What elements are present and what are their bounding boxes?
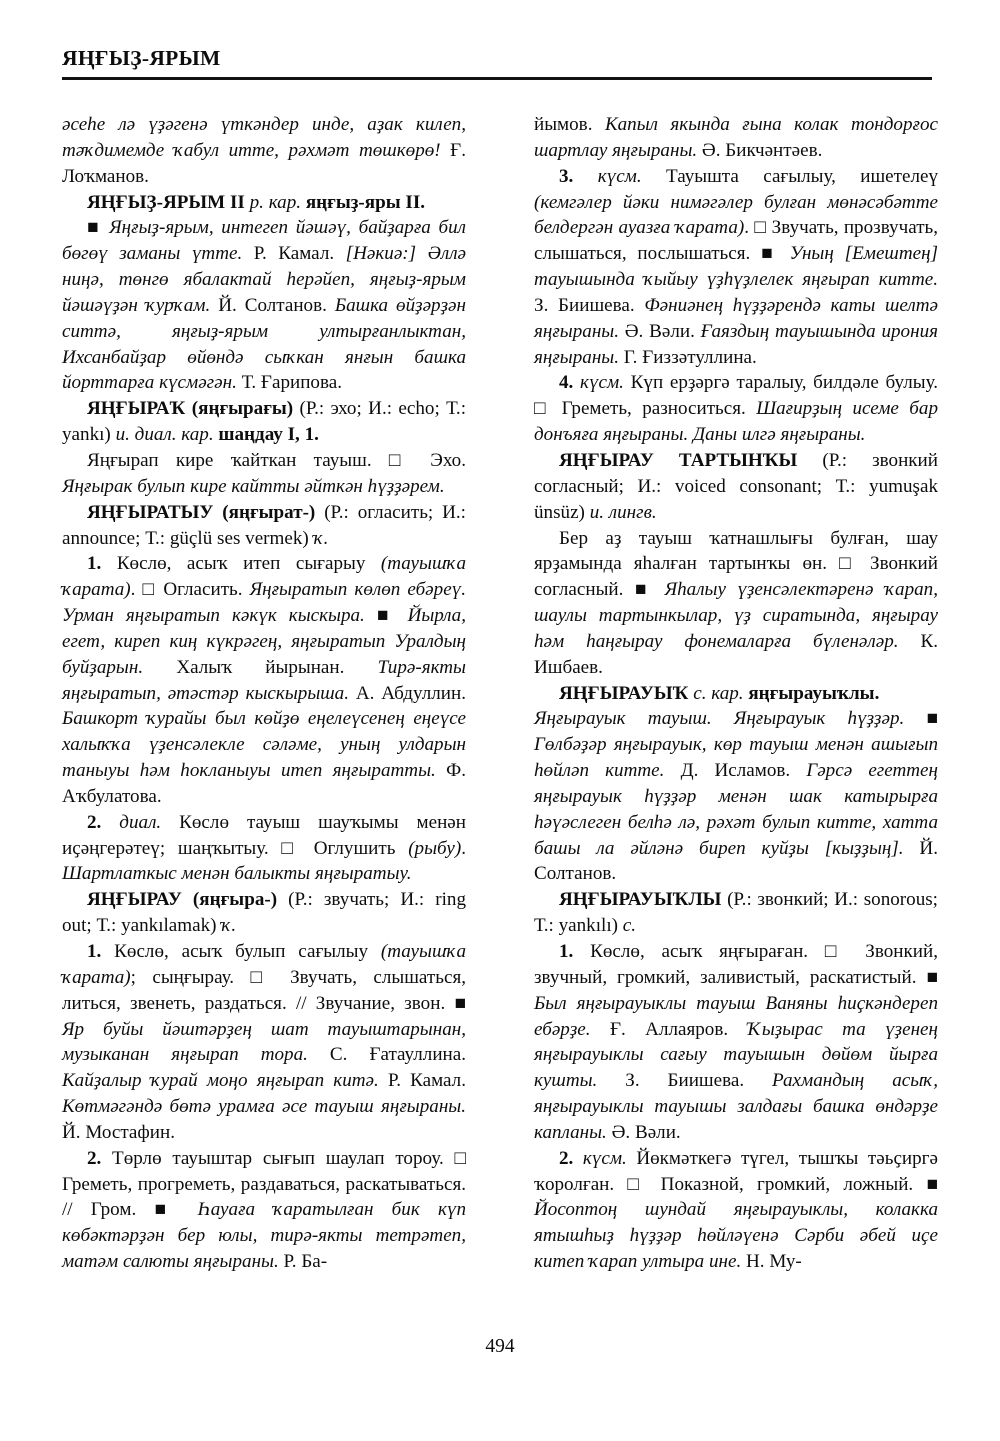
headword-run: ЯҢҒЫҘ-ЯРЫМ II	[87, 191, 245, 213]
italic-run: Ғаяздың тауышында ирония яңғыраны.	[534, 320, 938, 368]
dict-sense	[534, 370, 938, 448]
headword-run: шаңдау I, 1.	[213, 424, 319, 446]
italic-run: ҡ.	[313, 527, 329, 549]
text-run: (Р.: звонкий согласный; И.: voiced consonant; Т.: yumuşak ünsüz)	[534, 449, 938, 523]
italic-run: Яһалыу үҙенсәлектәренә ҡарап, шаулы тартынкылар, үҙ сиратында, яңғырау һәм һаңғырау фонемаларға бүленәләр.	[534, 579, 938, 652]
italic-run: Йырла, егет, киреп киң күкрәгең, яңғыратып Уралдың буйҙарын.	[62, 605, 466, 678]
dict-sense	[62, 939, 466, 1146]
text-run: .	[744, 217, 755, 239]
text-run: Бер аҙ тауыш ҡатнашлығы булған, шау ярҙамында яһалған тартынҡы өн.	[534, 527, 938, 575]
dict-sense	[62, 1146, 466, 1275]
italic-run: Яңғыҙ-ярым, интегеп йәшәү, байҙарға бил бөгөү заманы үтте.	[62, 217, 466, 265]
italic-run: Рахмандың асыҡ, яңғырауыклы тауышы залдағы башка өндәрҙе капланы.	[534, 1070, 938, 1143]
text-run: Көслө, асыҡ яңғыраған.	[573, 941, 825, 962]
italic-run: Көтмәгәндә бөтә урамға әсе тауыш яңғыраны.	[62, 1096, 466, 1118]
headword-run: ЯҢҒЫРАУ (яңғыра-)	[87, 889, 278, 911]
dict-continuation	[62, 112, 466, 190]
italic-run: Гөлбәҙәр яңғырауык, көр тауыш менән ашығып һөйләп китте.	[534, 734, 938, 782]
dict-entry	[62, 396, 466, 448]
text-run: Оглушить	[300, 837, 409, 859]
text-run: Греметь, разноситься.	[551, 398, 757, 420]
italic-run: и. диал. кар.	[115, 424, 214, 446]
dict-sense	[534, 706, 938, 887]
italic-run: Шартлаткыс менән балыкты яңғыратыу.	[62, 863, 412, 885]
text-run: Д. Исламов.	[664, 760, 807, 782]
text-run: Көслө, асыҡ булып сағылыу	[101, 941, 381, 962]
italic-run: Был яңғырауыклы тауыш Ваняны һиҫкәндереп ебәрҙе.	[534, 992, 938, 1040]
italic-run: с.	[622, 915, 637, 937]
italic-run: Яңғыратып көлөп ебәреү. Урман яңғыратып кәкүк кыскыра.	[62, 579, 466, 627]
headword-run: 2.	[559, 1147, 574, 1169]
italic-run: Капыл якында ғына колак тондорғос шартлау яңғыраны.	[534, 114, 938, 161]
text-run: Звонкий, звучный, громкий, заливистый, раскатистый.	[534, 941, 938, 988]
italic-run: Яңғырак булып кире кайтты әйткән һүҙҙәрем.	[62, 475, 445, 497]
text-run: К. Ишбаев.	[534, 630, 938, 678]
headword-run: 1.	[87, 941, 102, 962]
filled-square-marker-icon: ■	[634, 579, 654, 601]
text-run: (Р.: эхо; И.: echo; Т.: yankı)	[62, 398, 467, 446]
open-square-marker-icon: □	[627, 1173, 648, 1195]
open-square-marker-icon: □	[454, 1147, 466, 1169]
headword-run: 1.	[87, 553, 102, 575]
filled-square-marker-icon: ■	[154, 1199, 180, 1221]
text-run: Ә. Вәли.	[619, 320, 701, 342]
filled-square-marker-icon: ■	[364, 605, 396, 627]
dict-entry	[62, 500, 466, 552]
text-run: Көслө тауыш шауҡымы менән иҫәңгерәтеү; шаңҡытыу.	[62, 811, 467, 859]
filled-square-marker-icon: ■	[904, 708, 938, 730]
headword-run: 2.	[87, 1147, 102, 1169]
text-run: (Р.: звучать; И.: ring out; Т.: yankılamak)	[62, 889, 466, 937]
open-square-marker-icon: □	[839, 553, 858, 575]
column-container	[62, 112, 938, 1312]
italic-run: Һауаға ҡаратылған бик күп көбәктәрҙән бер юлы, тирә-якты тетрәтеп, матәм салюты яңғыраны.	[62, 1199, 466, 1273]
dict-entry	[534, 681, 938, 707]
text-run: Р. Камал.	[242, 243, 346, 265]
text-run: йымов.	[534, 114, 605, 135]
italic-run: (тауышҡа ҡарата)	[62, 941, 466, 988]
italic-run: и. лингв.	[589, 501, 657, 523]
text-run: Тауышта сағылыу, ишетелеү	[641, 165, 939, 187]
text-run: Халыҡ йырынан.	[143, 656, 378, 678]
text-run: Показной, громкий, ложный.	[647, 1173, 927, 1195]
running-head	[62, 48, 932, 80]
italic-run: р. кар.	[244, 191, 302, 213]
dict-sense	[534, 526, 938, 681]
text-run: З. Биишева.	[534, 294, 645, 316]
italic-run: Яңғырауык тауыш. Яңғырауык һүҙҙәр.	[534, 708, 905, 730]
filled-square-marker-icon: ■	[454, 992, 466, 1014]
italic-run: Башка өйҙәрҙән ситтә, яңғыҙ-ярым ултырғанлыктан, Ихсанбайҙар өйөндә сыҡкан янғын башка йорттарға күсмәгән.	[62, 294, 466, 394]
text-run: Төрлө тауыштар сығып шаулап тороу.	[101, 1147, 455, 1169]
text-run: ; сыңғырау.	[130, 966, 251, 988]
open-square-marker-icon: □	[281, 837, 301, 859]
text-run: С. Ғатауллина.	[307, 1044, 467, 1066]
headword-run: ЯҢҒЫРАТЫУ (яңғырат-)	[87, 501, 316, 523]
dict-sense	[534, 939, 938, 1146]
open-square-marker-icon: □	[754, 217, 767, 239]
italic-run: Йосоптоң шундай яңғырауыклы, колакка ятышһыҙ һүҙҙәр һөйләүенә Сәрби әбей иҫе китеп ҡарап ултыра ине.	[534, 1199, 938, 1273]
headword-run: 2.	[87, 811, 102, 833]
text-run: Ә. Вәли.	[606, 1121, 681, 1143]
dict-sense	[62, 448, 466, 500]
open-square-marker-icon: □	[142, 579, 157, 601]
text-run: Ғ. Лоҡманов.	[62, 139, 466, 187]
text-run: Ф. Аҡбулатова.	[62, 760, 466, 807]
running-head-title: ЯҢҒЫҘ-ЯРЫМ	[62, 46, 221, 70]
text-run: З. Биишева.	[597, 1070, 773, 1092]
italic-run: күсм.	[573, 1147, 627, 1169]
italic-run: (тауышҡа ҡарата)	[62, 553, 466, 601]
text-run: Й. Солтанов.	[534, 837, 938, 885]
italic-run: Шағирҙың исеме бар донъяға яңғыраны. Даны илгә яңғыраны.	[534, 398, 938, 446]
text-run: Эхо.	[412, 449, 466, 471]
text-run: Яңғырап кире ҡайткан тауыш.	[87, 449, 389, 471]
italic-run: күсм.	[573, 372, 624, 394]
dict-entry	[534, 448, 938, 526]
italic-run: Башкорт ҡурайы был көйҙө еңелеүсенең еңеүсе халыҡҡа үҙенсәлекле сәләме, уның улдарын таныуы һәм һокланыуы итеп яңғыратты.	[62, 708, 466, 782]
text-run: Р. Камал.	[378, 1070, 466, 1092]
italic-run: Уның [Емештең] тауышында ҡыйыу үҙһүҙлелек яңғырап китте.	[534, 243, 938, 291]
italic-run: Ҡыҙырас та үҙенең яңғырауыклы сағыу тауышын дөйөм йырға кушты.	[534, 1018, 938, 1092]
text-run: .	[130, 579, 143, 601]
dict-sense	[534, 164, 938, 371]
open-square-marker-icon: □	[388, 449, 413, 471]
text-run: Огласить.	[156, 579, 250, 601]
text-run: Звонкий согласный.	[534, 553, 938, 601]
text-run: (Р.: огласить; И.: announce; Т.: güçlü ses vermek)	[62, 501, 466, 549]
dict-entry	[534, 887, 938, 939]
filled-square-marker-icon: ■	[87, 217, 102, 239]
text-run: Күп ерҙәргә таралыу, билдәле булыу.	[623, 372, 938, 394]
italic-run: (кемгәлер йәки нимәгәлер булған мөнәсәбәтте белдергән ауазға ҡарата)	[534, 191, 938, 239]
italic-run: Кайҙалыр ҡурай моңо яңғырап китә.	[62, 1070, 379, 1092]
headword-run: ЯҢҒЫРАУ ТАРТЫНҠЫ	[559, 449, 798, 471]
text-run: Й. Солтанов.	[210, 294, 335, 316]
filled-square-marker-icon: ■	[926, 1173, 938, 1195]
italic-run: Яр буйы йәштәрҙең шат тауыштарынан, музыканан яңғырап тора.	[62, 1018, 466, 1066]
text-run: Ә. Бикчәнтәев.	[697, 139, 823, 161]
headword-run: 3.	[559, 165, 574, 187]
text-run: Звучать, слышаться, литься, звенеть, раздаться. // Звучание, звон.	[62, 966, 466, 1014]
text-run: (Р.: звонкий; И.: sonorous; Т.: yankılı)	[534, 889, 938, 937]
headword-run: 4.	[559, 372, 574, 394]
left-column	[62, 112, 466, 1275]
headword-run: ЯҢҒЫРАҠ (яңғырағы)	[87, 398, 294, 420]
filled-square-marker-icon: ■	[761, 243, 779, 265]
dict-sense	[534, 1146, 938, 1275]
dict-continuation	[534, 112, 938, 164]
text-run: .	[461, 837, 466, 859]
open-square-marker-icon: □	[824, 941, 849, 962]
filled-square-marker-icon: ■	[926, 966, 938, 988]
italic-run: диал.	[101, 811, 162, 833]
headword-run: ЯҢҒЫРАУЫҠ	[559, 682, 689, 704]
right-column	[534, 112, 938, 1275]
dict-examples	[62, 215, 466, 396]
headword-run: 1.	[559, 941, 574, 962]
italic-run: с. кар.	[688, 682, 744, 704]
headword-run: яңғыҙ-яры II.	[301, 191, 426, 213]
open-square-marker-icon: □	[250, 966, 274, 988]
italic-run: Тирә-якты яңғыратып, әтәстәр кыскырыша.	[62, 656, 466, 704]
italic-run: күсм.	[573, 165, 642, 187]
headword-run: яңғырауыҡлы.	[743, 682, 880, 704]
headword-run: ЯҢҒЫРАУЫҠЛЫ	[559, 889, 722, 911]
text-run: Г. Ғиззәтуллина.	[619, 346, 757, 368]
dict-sense	[62, 551, 466, 809]
header-rule	[62, 77, 932, 80]
text-run: Т. Ғарипова.	[236, 372, 342, 394]
open-square-marker-icon: □	[534, 398, 552, 420]
dict-sense	[62, 810, 466, 888]
dict-entry	[62, 887, 466, 939]
italic-run: Фәниәнең һүҙҙәрендә каты шелтә яңғыраны.	[534, 294, 938, 342]
italic-run: әсеһе лә үҙәгенә үткәндер инде, аҙак килеп, тәҡдимемде ҡабул итте, рәхмәт төшкөрө!	[62, 114, 466, 161]
page-number: 494	[485, 1336, 515, 1357]
italic-run: (рыбу)	[408, 837, 462, 859]
italic-run: ҡ.	[221, 915, 237, 937]
text-run: Й. Мостафин.	[62, 1121, 175, 1143]
italic-run: [Нәкиә:] Әллә ниңә, төнгө ябалактай һерәйеп, яңғыҙ-ярым йәшәүҙән ҡурҡам.	[62, 243, 467, 316]
dict-entry	[62, 190, 466, 216]
text-run: Ғ. Аллаяров.	[590, 1018, 748, 1040]
text-run: Көслө, асыҡ итеп сығарыу	[101, 553, 381, 575]
text-run: А. Абдуллин.	[349, 682, 466, 704]
text-run: Звучать, прозвучать, слышаться, послышаться.	[534, 217, 939, 265]
italic-run: Гәрсә егеттең яңғырауык һүҙҙәр менән шак катырырға һәүәслеген белһә лә, рәхәт булып китте, хатта башы ла әйләнә биреп куйҙы [кыҙҙың].	[534, 760, 938, 859]
text-run: Р. Ба-	[278, 1251, 328, 1273]
text-run: Греметь, прогреметь, раздаваться, раскатываться. // Гром.	[62, 1173, 466, 1221]
text-run: Н. Му-	[741, 1251, 802, 1273]
text-run: Йөкмәткегә түгел, тышҡы тәьҫиргә ҡоролған.	[534, 1147, 938, 1195]
